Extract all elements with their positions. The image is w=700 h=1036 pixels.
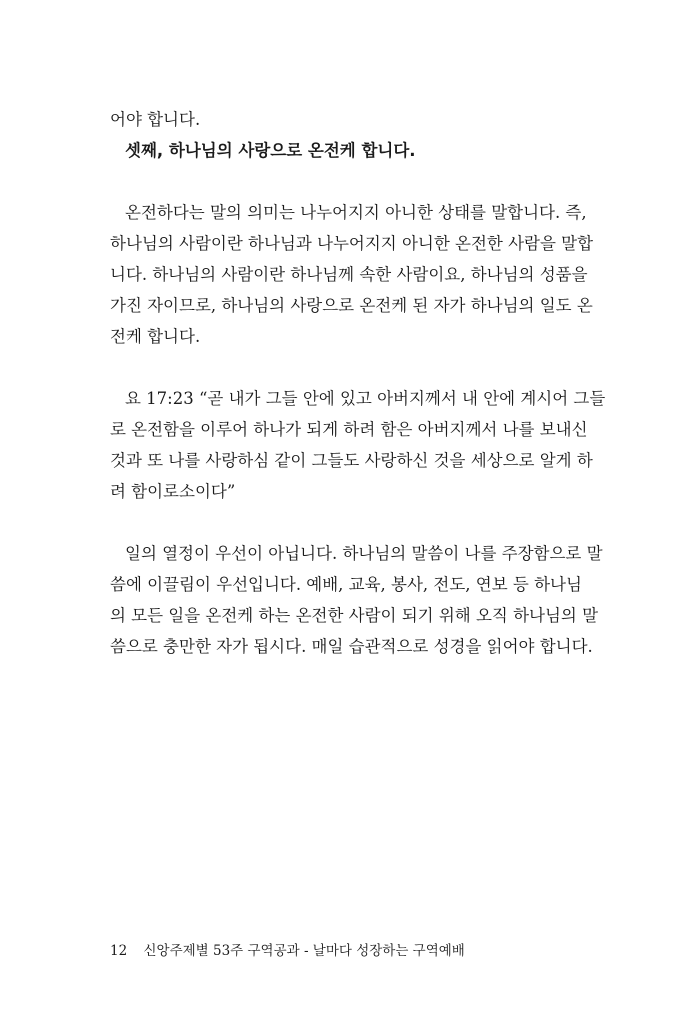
paragraph-line: 하나님의 사람이란 하나님과 나누어지지 아니한 온전한 사람을 말합 [110,234,594,253]
page-number: 12 [110,943,128,959]
paragraph-line: 려 함이로소이다” [110,482,236,501]
paragraph-1 [110,197,594,352]
paragraph-3 [110,538,603,662]
book-title: 신앙주제별 53주 구역공과 - 날마다 성장하는 구역예배 [143,943,465,959]
paragraph-2-scripture-quote [110,383,606,507]
page-footer [110,941,465,961]
paragraph-line: 것과 또 나를 사랑하심 같이 그들도 사랑하신 것을 세상으로 알게 하 [110,451,593,470]
paragraph-line: 의 모든 일을 온전케 하는 온전한 사람이 되기 위해 오직 하나님의 말 [110,606,599,625]
paragraph-line: 가진 자이므로, 하나님의 사랑으로 온전케 된 자가 하나님의 일도 온 [110,296,593,315]
paragraph-line: 로 온전함을 이루어 하나가 되게 하려 함은 아버지께서 나를 보내신 [110,420,588,439]
intro-tail-text: 어야 합니다. [110,110,201,129]
section-heading: 셋째, 하나님의 사랑으로 온전케 합니다. [125,141,416,160]
page-body [110,104,606,662]
paragraph-line: 니다. 하나님의 사람이란 하나님께 속한 사람이요, 하나님의 성품을 [110,265,588,284]
paragraph-line: 온전하다는 말의 의미는 나누어지지 아니한 상태를 말합니다. 즉, [125,203,587,222]
paragraph-line: 일의 열정이 우선이 아닙니다. 하나님의 말씀이 나를 주장함으로 말 [125,544,603,563]
paragraph-line: 씀으로 충만한 자가 됩시다. 매일 습관적으로 성경을 읽어야 합니다. [110,637,593,656]
paragraph-line: 전케 합니다. [110,327,201,346]
paragraph-line: 요 17:23 “곧 내가 그들 안에 있고 아버지께서 내 안에 계시어 그들 [125,389,606,408]
paragraph-line: 씀에 이끌림이 우선입니다. 예배, 교육, 봉사, 전도, 연보 등 하나님 [110,575,582,594]
